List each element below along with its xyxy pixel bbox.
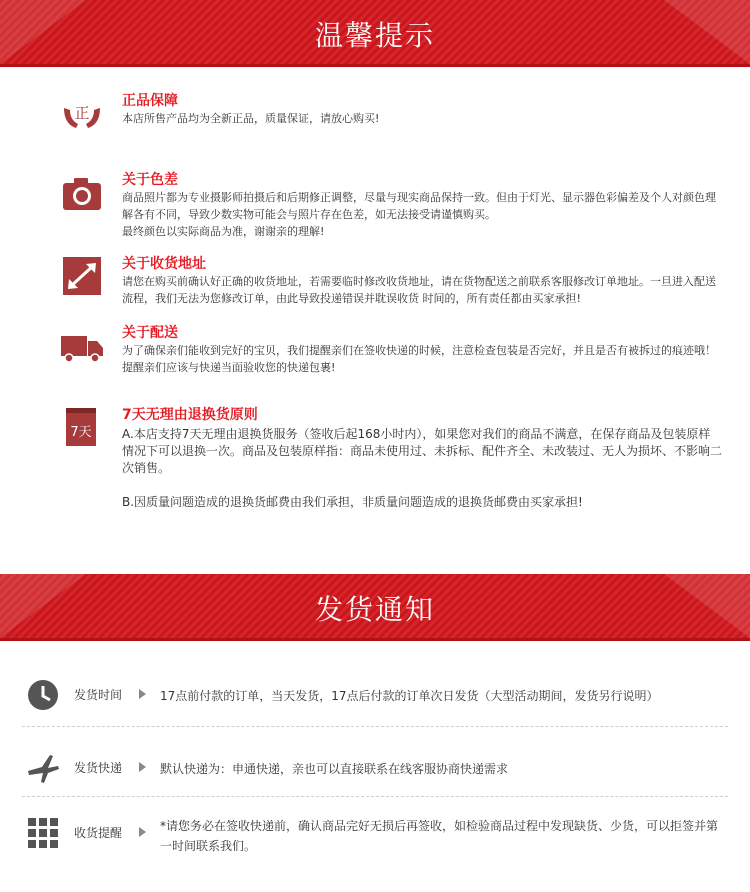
tip-title: 7天无理由退换货原则 — [122, 407, 258, 423]
shipping-courier-row — [22, 745, 728, 795]
row-text: 默认快递为：申通快递，亲也可以直接联系在线客服协商快递需求 — [160, 762, 509, 776]
tip-genuine — [60, 90, 720, 150]
banner-title: 发货通知 — [314, 593, 435, 626]
triangle-right-icon — [139, 827, 146, 837]
tip-delivery — [60, 322, 720, 382]
tip-text: 商品照片都为专业摄影师拍摄后和后期修正调整，尽量与现实商品保持一致。但由于灯光、显示器色彩偏差及个人对颜色理解各有不同，导致少数实物可能会与照片存在色差，如无法接受请谨慎购买。 最终颜色以实际商品为准，谢谢亲的理解! — [122, 191, 716, 238]
receipt-reminder-row — [22, 810, 728, 870]
airplane-icon — [26, 751, 60, 785]
tip-color-difference — [60, 169, 720, 241]
triangle-right-icon — [139, 762, 146, 772]
banner-warm-tips — [0, 0, 750, 67]
seven-day-text: 7天 — [70, 425, 92, 440]
tip-shipping-address — [60, 253, 720, 313]
row-text: *请您务必在签收快递前，确认商品完好无损后再签收，如检验商品过程中发现缺货、少货，可以拒签并第一时间联系我们。 — [160, 819, 719, 853]
shipping-time-row — [22, 672, 728, 722]
tip-title: 正品保障 — [122, 93, 178, 109]
row-label: 发货时间 — [74, 688, 123, 702]
tip-text: A.本店支持7天无理由退换货服务（签收后起168小时内），如果您对我们的商品不满意，在保存商品及包装原样情况下可以退换一次。商品及包装原样指：商品未使用过、未拆标、配件齐全、未改装过、无人为损坏、不影响二次销售。 B.因质量问题造成的退换货邮费由我们承担，非质量问题造成的退换货邮费由买家承担! — [122, 427, 723, 509]
camera-icon — [60, 173, 104, 213]
row-label: 发货快递 — [74, 761, 123, 775]
genuine-char: 正 — [74, 104, 90, 122]
hands-genuine-icon — [60, 94, 104, 134]
tip-title: 关于收货地址 — [122, 256, 206, 272]
divider — [22, 796, 728, 797]
clock-icon — [26, 678, 60, 712]
row-text: 17点前付款的订单，当天发货，17点后付款的订单次日发货（大型活动期间，发货另行说明） — [160, 689, 659, 703]
truck-icon — [60, 326, 104, 366]
grid-icon — [26, 816, 60, 850]
tip-text: 本店所售产品均为全新正品，质量保证，请放心购买! — [122, 112, 380, 125]
tip-title: 关于色差 — [122, 172, 178, 188]
resize-arrows-icon — [60, 257, 104, 297]
row-label: 收货提醒 — [74, 826, 123, 840]
tip-text: 请您在购买前确认好正确的收货地址，若需要临时修改收货地址，请在货物配送之前联系客服修改订单地址。一旦进入配送流程，我们无法为您修改订单，由此导致投递错误并耽误收货 时间的，所有责任都由买家承担! — [122, 275, 716, 305]
triangle-right-icon — [139, 689, 146, 699]
tip-text: 为了确保亲们能收到完好的宝贝，我们提醒亲们在签收快递的时候，注意检查包装是否完好，并且是否有被拆过的痕迹哦！提醒亲们应该与快递当面验收您的快递包裹! — [122, 344, 716, 374]
banner-title: 温馨提示 — [314, 19, 435, 52]
tip-7-day-return — [60, 404, 723, 524]
divider — [22, 726, 728, 727]
tip-title: 关于配送 — [122, 325, 178, 341]
seven-day-calendar-icon — [60, 408, 104, 448]
banner-shipping-notice — [0, 574, 750, 641]
